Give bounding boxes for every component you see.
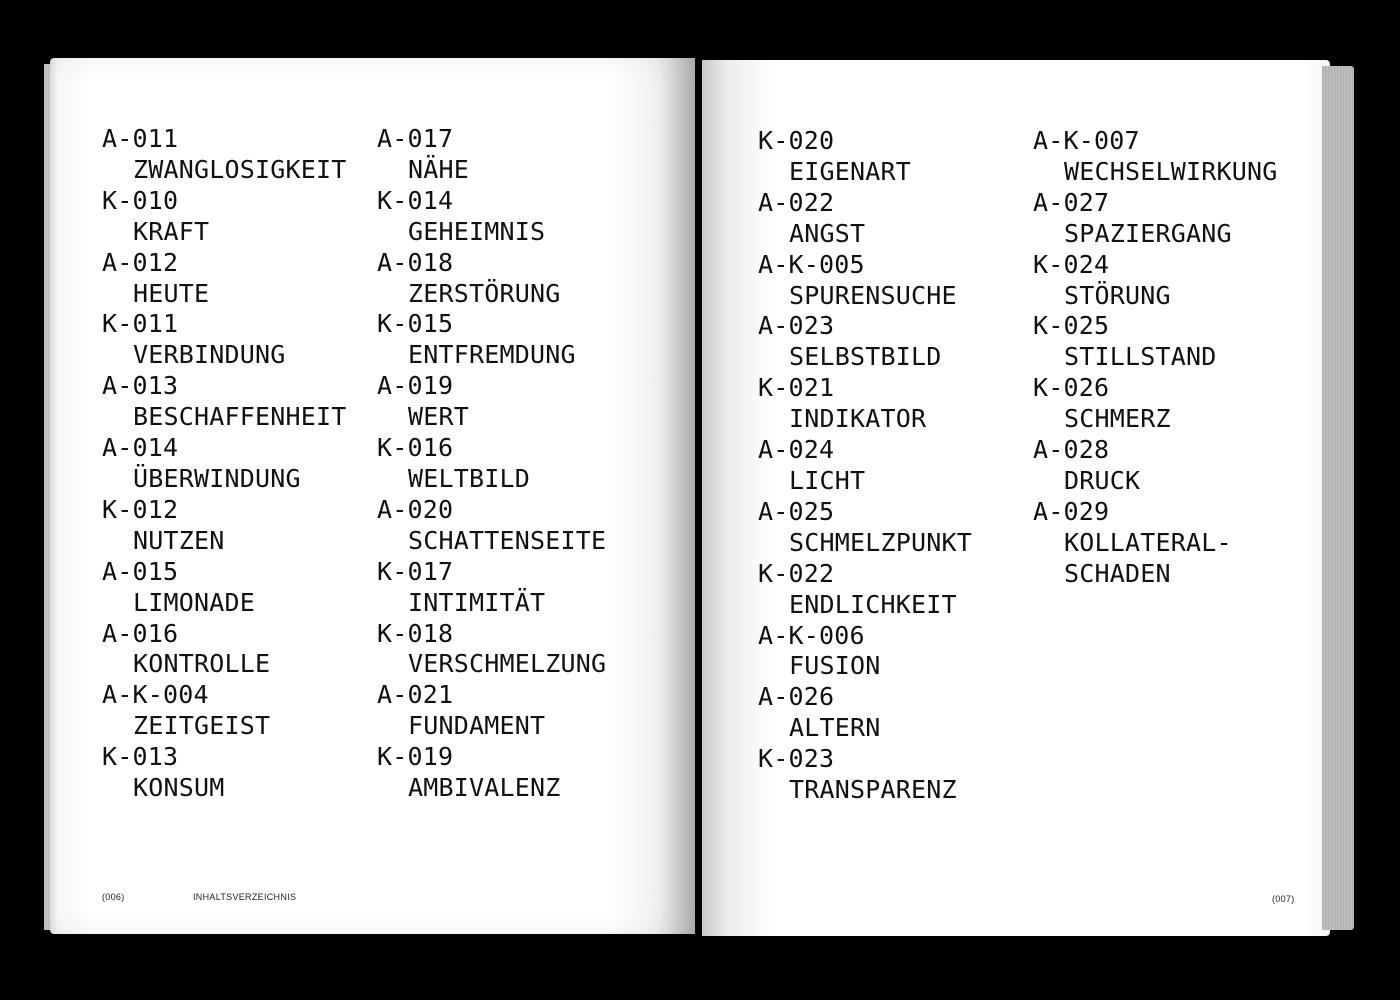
entry-code: K-014 [377,185,454,215]
entry-title: SCHADEN [1064,558,1171,588]
toc-entry [758,373,972,435]
entry-code: K-012 [102,494,179,524]
entry-code: K-026 [1033,373,1110,403]
entry-code: K-018 [377,618,454,648]
entry-title: LIMONADE [133,587,256,617]
entry-title: SPAZIERGANG [1064,218,1232,248]
toc-entry [102,495,347,557]
toc-entry [758,435,972,497]
entry-title: SCHMERZ [1064,404,1171,434]
entry-title: KRAFT [133,216,210,246]
toc-entry [1033,311,1278,373]
entry-title: ALTERN [789,713,881,743]
toc-entry [102,248,347,310]
toc-entry [758,311,972,373]
entry-code: K-015 [377,309,454,339]
entry-code: K-017 [377,556,454,586]
entry-title: INDIKATOR [789,404,927,434]
toc-entry [1033,250,1278,312]
toc-entry [377,309,606,371]
entry-title: ZEITGEIST [133,711,271,741]
toc-entry [377,186,606,248]
entry-code: A-025 [758,496,835,526]
entry-title: VERSCHMELZUNG [408,649,607,679]
entry-title: WERT [408,402,470,432]
toc-entry [1033,435,1278,497]
toc-entry [102,124,347,186]
toc-column [102,124,347,804]
entry-title: GEHEIMNIS [408,216,546,246]
page-number: (006) [102,892,125,902]
right-page-edges [1322,66,1354,930]
running-head: INHALTSVERZEICHNIS [193,892,297,902]
entry-title: AMBIVALENZ [408,773,561,803]
toc-entry [102,680,347,742]
entry-code: A-013 [102,371,179,401]
entry-code: A-011 [102,124,179,153]
entry-title: DRUCK [1064,465,1141,495]
entry-title: SCHATTENSEITE [408,525,607,555]
toc-entry [102,742,347,804]
left-page [50,58,695,934]
entry-title: STÖRUNG [1064,280,1171,310]
toc-entry [102,371,347,433]
entry-title: KONTROLLE [133,649,271,679]
entry-code: A-027 [1033,187,1110,217]
toc-entry [758,559,972,621]
entry-code: K-011 [102,309,179,339]
toc-entry [758,682,972,744]
entry-code: A-029 [1033,496,1110,526]
entry-title: ZERSTÖRUNG [408,278,561,308]
toc-entry [758,497,972,559]
entry-code: K-025 [1033,311,1110,341]
entry-code: A-020 [377,494,454,524]
entry-title: BESCHAFFENHEIT [133,402,347,432]
page-number: (007) [1272,894,1295,904]
entry-code: K-022 [758,558,835,588]
toc-entry [1033,373,1278,435]
toc-entry [102,433,347,495]
toc-entry [377,557,606,619]
entry-title: WELTBILD [408,463,531,493]
entry-code: A-023 [758,311,835,341]
entry-title: NUTZEN [133,525,225,555]
entry-code: K-010 [102,185,179,215]
entry-title: EIGENART [789,156,912,186]
entry-code: A-028 [1033,435,1110,465]
entry-title: SCHMELZPUNKT [789,527,973,557]
toc-entry [377,619,606,681]
entry-title: ENDLICHKEIT [789,589,957,619]
entry-code: K-021 [758,373,835,403]
entry-title: INTIMITÄT [408,587,546,617]
entry-code: K-024 [1033,249,1110,279]
entry-title: NÄHE [408,154,470,184]
toc-entry [758,188,972,250]
entry-code: A-022 [758,187,835,217]
toc-entry [1033,126,1278,188]
toc-column [758,126,972,806]
entry-code: K-013 [102,742,179,772]
toc-entry [102,309,347,371]
entry-title: WECHSELWIRKUNG [1064,156,1278,186]
toc-entry [102,619,347,681]
toc-column [377,124,606,804]
entry-title: ÜBERWINDUNG [133,463,301,493]
entry-code: A-024 [758,435,835,465]
entry-title: STILLSTAND [1064,342,1217,372]
toc-entry [377,495,606,557]
toc-entry [377,248,606,310]
toc-entry [102,557,347,619]
entry-title: ANGST [789,218,866,248]
toc-entry [377,124,606,186]
toc-entry [1033,497,1278,590]
entry-title: KONSUM [133,773,225,803]
entry-title: ZWANGLOSIGKEIT [133,154,347,184]
entry-title: SPURENSUCHE [789,280,957,310]
toc-entry [758,126,972,188]
entry-code: A-012 [102,247,179,277]
toc-entry [758,744,972,806]
entry-code: A-026 [758,682,835,712]
toc-entry [102,186,347,248]
entry-title: ENTFREMDUNG [408,340,576,370]
toc-entry [758,621,972,683]
entry-code: A-021 [377,680,454,710]
entry-code: K-020 [758,126,835,155]
entry-code: A-K-007 [1033,126,1140,155]
toc-column [1033,126,1278,590]
toc-entry [377,742,606,804]
entry-title: SELBSTBILD [789,342,942,372]
right-page [702,60,1330,936]
entry-code: A-K-006 [758,620,865,650]
entry-title: FUSION [789,651,881,681]
toc-entry [758,250,972,312]
entry-code: A-K-004 [102,680,209,710]
entry-title: VERBINDUNG [133,340,286,370]
entry-code: A-016 [102,618,179,648]
entry-title: KOLLATERAL- [1064,527,1232,557]
entry-title: FUNDAMENT [408,711,546,741]
entry-code: A-018 [377,247,454,277]
entry-title: HEUTE [133,278,210,308]
entry-code: A-017 [377,124,454,153]
entry-title: TRANSPARENZ [789,775,957,805]
entry-code: K-016 [377,433,454,463]
entry-code: A-K-005 [758,249,865,279]
entry-code: K-019 [377,742,454,772]
toc-entry [377,680,606,742]
entry-title: LICHT [789,465,866,495]
toc-entry [377,433,606,495]
entry-code: A-019 [377,371,454,401]
entry-code: K-023 [758,744,835,774]
entry-code: A-015 [102,556,179,586]
toc-entry [377,371,606,433]
entry-code: A-014 [102,433,179,463]
toc-entry [1033,188,1278,250]
